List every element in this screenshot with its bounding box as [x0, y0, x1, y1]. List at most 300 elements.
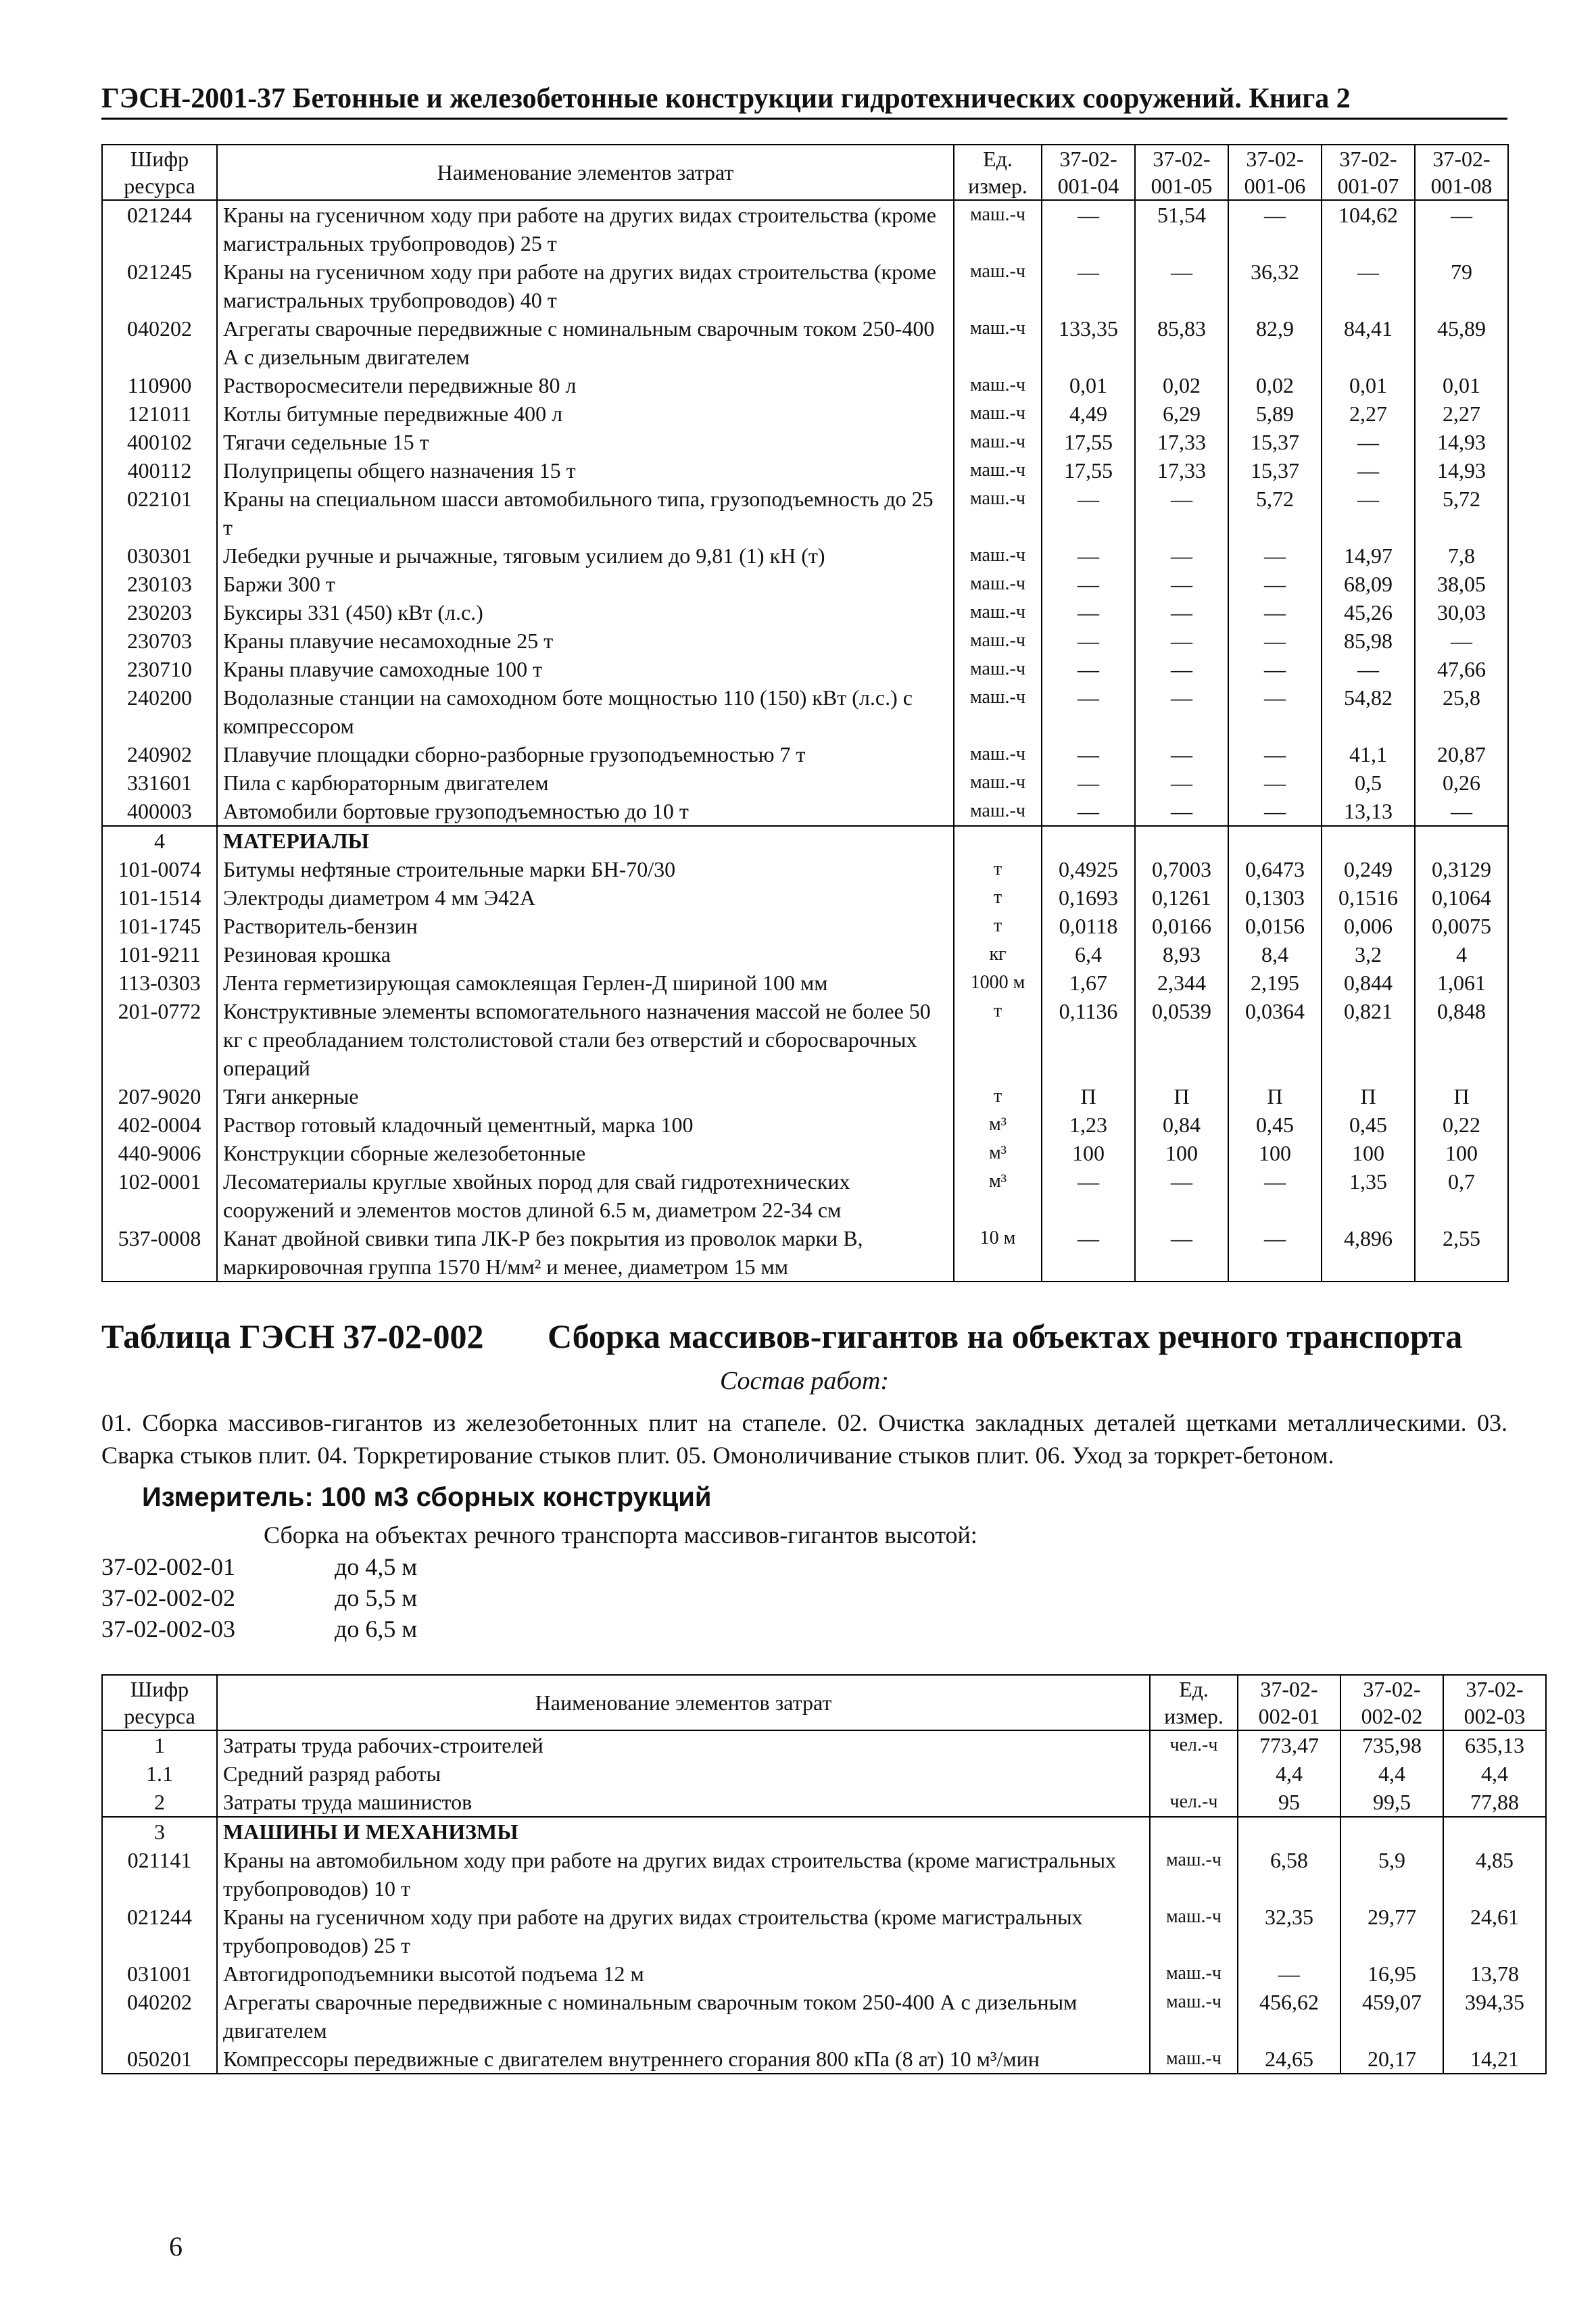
cost-item-name: Раствор готовый кладочный цементный, марка 100: [217, 1111, 954, 1139]
column-header: Ед. измер.: [1150, 1675, 1238, 1730]
norm-value: 0,45: [1322, 1111, 1415, 1139]
norm-value: —: [1042, 570, 1135, 598]
norm-value: 1,35: [1322, 1167, 1415, 1224]
variants-list: [101, 1551, 1507, 1644]
page-number: 6: [169, 2231, 183, 2262]
resource-code: 113-0303: [102, 969, 217, 997]
section-title: МАТЕРИАЛЫ: [217, 826, 954, 855]
norm-value: —: [1228, 683, 1322, 740]
table-title: Сборка массивов-гигантов на объектах речного транспорта: [548, 1317, 1463, 1355]
cost-item-name: Буксиры 331 (450) кВт (л.с.): [217, 598, 954, 627]
resource-code: 021141: [102, 1846, 217, 1903]
norm-value: —: [1042, 797, 1135, 826]
cost-item-name: Битумы нефтяные строительные марки БН-70/30: [217, 855, 954, 883]
norm-value: 14,97: [1322, 541, 1415, 570]
cost-item-name: Затраты труда машинистов: [217, 1788, 1150, 1817]
norm-value: 0,1261: [1135, 883, 1228, 912]
resource-code: 440-9006: [102, 1139, 217, 1167]
table-row: [102, 1759, 1546, 1788]
norm-value: 24,61: [1443, 1903, 1546, 1959]
variant-desc: до 5,5 м: [335, 1584, 418, 1611]
unit-of-measure: т: [954, 997, 1042, 1082]
unit-of-measure: маш.-ч: [954, 627, 1042, 655]
cost-item-name: Растворосмесители передвижные 80 л: [217, 371, 954, 399]
norm-value: 41,1: [1322, 740, 1415, 769]
unit-of-measure: маш.-ч: [954, 797, 1042, 826]
cost-item-name: Электроды диаметром 4 мм Э42А: [217, 883, 954, 912]
variant-item: [101, 1613, 1507, 1644]
resource-code: 240200: [102, 683, 217, 740]
norm-value: 85,98: [1322, 627, 1415, 655]
column-header: 37-02-001-08: [1415, 145, 1508, 200]
cost-item-name: Конструкции сборные железобетонные: [217, 1139, 954, 1167]
unit-of-measure: т: [954, 1082, 1042, 1111]
cost-item-name: Водолазные станции на самоходном боте мощностью 110 (150) кВт (л.с.) с компрессором: [217, 683, 954, 740]
norm-value: 20,87: [1415, 740, 1508, 769]
norm-value: 0,84: [1135, 1111, 1228, 1139]
variant-item: [101, 1582, 1507, 1613]
cost-item-name: Лесоматериалы круглые хвойных пород для свай гидротехнических сооружений и элементов мостов длиной 6.5 м, диаметром 22-34 см: [217, 1167, 954, 1224]
norm-value: 20,17: [1340, 2045, 1443, 2074]
norm-value: 4,896: [1322, 1224, 1415, 1282]
resource-code: 030301: [102, 541, 217, 570]
norm-value: —: [1042, 740, 1135, 769]
table-row: [102, 883, 1508, 912]
norm-value: 51,54: [1135, 200, 1228, 258]
table-row: [102, 570, 1508, 598]
resource-code: 4: [102, 826, 217, 855]
norm-value: 29,77: [1340, 1903, 1443, 1959]
norm-value: —: [1042, 485, 1135, 541]
norm-value: 0,1136: [1042, 997, 1135, 1082]
cost-item-name: Конструктивные элементы вспомогательного назначения массой не более 50 кг с преобладанием толстолистовой стали без отверстий и сборосварочных операций: [217, 997, 954, 1082]
norm-value: 17,55: [1042, 428, 1135, 456]
table-row: [102, 1167, 1508, 1224]
empty-cell: [954, 826, 1042, 855]
norm-value: —: [1322, 456, 1415, 485]
unit-of-measure: м³: [954, 1139, 1042, 1167]
norm-value: —: [1322, 485, 1415, 541]
table-row: [102, 997, 1508, 1082]
norm-value: —: [1135, 655, 1228, 683]
cost-item-name: Резиновая крошка: [217, 940, 954, 969]
column-header: Ед. измер.: [954, 145, 1042, 200]
norm-value: 0,26: [1415, 769, 1508, 797]
empty-cell: [1135, 826, 1228, 855]
table-row: [102, 541, 1508, 570]
norm-value: 0,01: [1042, 371, 1135, 399]
table-row: [102, 769, 1508, 797]
norm-value: 17,33: [1135, 428, 1228, 456]
norm-value: П: [1322, 1082, 1415, 1111]
column-header: Наименование элементов затрат: [217, 1675, 1150, 1730]
norm-value: —: [1228, 1167, 1322, 1224]
norm-value: —: [1415, 627, 1508, 655]
norm-value: 77,88: [1443, 1788, 1546, 1817]
norm-value: 0,0118: [1042, 912, 1135, 940]
norm-value: 1,67: [1042, 969, 1135, 997]
document-page: [101, 81, 1526, 2074]
unit-of-measure: маш.-ч: [954, 314, 1042, 371]
norm-value: —: [1135, 541, 1228, 570]
table-row: [102, 683, 1508, 740]
norm-value: —: [1228, 541, 1322, 570]
cost-item-name: Агрегаты сварочные передвижные с номинальным сварочным током 250-400 А с дизельным двигателем: [217, 1988, 1150, 2045]
unit-of-measure: 1000 м: [954, 969, 1042, 997]
norm-value: —: [1135, 1167, 1228, 1224]
resource-code: 101-1514: [102, 883, 217, 912]
resource-code: 040202: [102, 1988, 217, 2045]
norm-value: 47,66: [1415, 655, 1508, 683]
norm-value: —: [1228, 570, 1322, 598]
norm-value: 0,01: [1415, 371, 1508, 399]
norm-value: 4,4: [1443, 1759, 1546, 1788]
norm-value: 2,27: [1322, 399, 1415, 428]
norm-value: 95: [1238, 1788, 1340, 1817]
resource-code: 331601: [102, 769, 217, 797]
norm-value: 8,4: [1228, 940, 1322, 969]
norm-value: 13,13: [1322, 797, 1415, 826]
norm-value: —: [1228, 797, 1322, 826]
norm-value: —: [1228, 1224, 1322, 1282]
norm-value: 0,0539: [1135, 997, 1228, 1082]
cost-item-name: Тяги анкерные: [217, 1082, 954, 1111]
norm-value: 2,27: [1415, 399, 1508, 428]
table-row: [102, 1224, 1508, 1282]
norm-value: 6,29: [1135, 399, 1228, 428]
resource-code: 101-0074: [102, 855, 217, 883]
norm-value: 0,7003: [1135, 855, 1228, 883]
table-row: [102, 797, 1508, 826]
resource-code: 040202: [102, 314, 217, 371]
table-row: [102, 1788, 1546, 1817]
table-row: [102, 1903, 1546, 1959]
norm-value: —: [1135, 570, 1228, 598]
unit-of-measure: маш.-ч: [954, 740, 1042, 769]
norm-value: 1,061: [1415, 969, 1508, 997]
cost-item-name: Затраты труда рабочих-строителей: [217, 1730, 1150, 1759]
empty-cell: [1042, 826, 1135, 855]
norm-value: 84,41: [1322, 314, 1415, 371]
unit-of-measure: маш.-ч: [954, 769, 1042, 797]
norm-value: П: [1135, 1082, 1228, 1111]
cost-item-name: Баржи 300 т: [217, 570, 954, 598]
resource-code: 2: [102, 1788, 217, 1817]
variant-code: 37-02-002-03: [101, 1615, 235, 1642]
norm-value: 0,5: [1322, 769, 1415, 797]
table-row: [102, 2045, 1546, 2074]
unit-of-measure: маш.-ч: [954, 541, 1042, 570]
resource-code: 230703: [102, 627, 217, 655]
norm-value: —: [1228, 740, 1322, 769]
norm-value: 459,07: [1340, 1988, 1443, 2045]
norm-value: 0,1064: [1415, 883, 1508, 912]
norm-value: 0,006: [1322, 912, 1415, 940]
empty-cell: [1443, 1817, 1546, 1846]
norm-value: 4,49: [1042, 399, 1135, 428]
norm-value: 0,02: [1228, 371, 1322, 399]
norm-value: 30,03: [1415, 598, 1508, 627]
norm-value: 0,1516: [1322, 883, 1415, 912]
column-header: 37-02-001-07: [1322, 145, 1415, 200]
unit-of-measure: маш.-ч: [954, 598, 1042, 627]
table-row: [102, 1988, 1546, 2045]
section-row: [102, 1817, 1546, 1846]
resource-code: 201-0772: [102, 997, 217, 1082]
unit-of-measure: маш.-ч: [954, 258, 1042, 314]
variants-subtitle: Сборка на объектах речного транспорта массивов-гигантов высотой:: [264, 1521, 977, 1549]
norm-value: 4,85: [1443, 1846, 1546, 1903]
norm-value: 0,02: [1135, 371, 1228, 399]
norm-value: 16,95: [1340, 1959, 1443, 1988]
norm-value: 0,6473: [1228, 855, 1322, 883]
norm-value: —: [1042, 200, 1135, 258]
table-row: [102, 1082, 1508, 1111]
norm-value: 4: [1415, 940, 1508, 969]
unit-of-measure: маш.-ч: [954, 683, 1042, 740]
cost-item-name: Лента герметизирующая самоклеящая Герлен-Д шириной 100 мм: [217, 969, 954, 997]
cost-item-name: Краны на автомобильном ходу при работе на других видах строительства (кроме магистральных трубопроводов) 10 т: [217, 1846, 1150, 1903]
resource-code: 121011: [102, 399, 217, 428]
norm-value: 7,8: [1415, 541, 1508, 570]
norm-value: 1,23: [1042, 1111, 1135, 1139]
norm-value: 79: [1415, 258, 1508, 314]
cost-item-name: Растворитель-бензин: [217, 912, 954, 940]
norm-value: —: [1415, 797, 1508, 826]
norm-value: 68,09: [1322, 570, 1415, 598]
table-row: [102, 371, 1508, 399]
table-row: [102, 940, 1508, 969]
unit-of-measure: маш.-ч: [1150, 1988, 1238, 2045]
norm-value: —: [1415, 200, 1508, 258]
norm-value: 104,62: [1322, 200, 1415, 258]
resource-code: 207-9020: [102, 1082, 217, 1111]
norm-value: 15,37: [1228, 456, 1322, 485]
norm-value: 2,344: [1135, 969, 1228, 997]
resource-code: 3: [102, 1817, 217, 1846]
norm-value: 0,22: [1415, 1111, 1508, 1139]
resource-code: 021245: [102, 258, 217, 314]
norm-value: 14,93: [1415, 456, 1508, 485]
resource-code: 230103: [102, 570, 217, 598]
norm-value: 0,1693: [1042, 883, 1135, 912]
unit-of-measure: кг: [954, 940, 1042, 969]
table-caption: [101, 1316, 1507, 1357]
unit-of-measure: маш.-ч: [954, 371, 1042, 399]
table-row: [102, 655, 1508, 683]
norm-value: 6,58: [1238, 1846, 1340, 1903]
norm-value: П: [1415, 1082, 1508, 1111]
empty-cell: [1415, 826, 1508, 855]
cost-item-name: Краны на гусеничном ходу при работе на других видах строительства (кроме магистральных трубопроводов) 25 т: [217, 200, 954, 258]
norm-value: 2,195: [1228, 969, 1322, 997]
cost-item-name: Краны на специальном шасси автомобильного типа, грузоподъемность до 25 т: [217, 485, 954, 541]
table-row: [102, 485, 1508, 541]
norm-value: —: [1322, 428, 1415, 456]
unit-of-measure: м³: [954, 1111, 1042, 1139]
norm-value: 4,4: [1238, 1759, 1340, 1788]
norm-value: 0,821: [1322, 997, 1415, 1082]
norm-value: 0,45: [1228, 1111, 1322, 1139]
norm-value: 8,93: [1135, 940, 1228, 969]
column-header: 37-02-001-05: [1135, 145, 1228, 200]
column-header: Шифр ресурса: [102, 1675, 217, 1730]
resource-code: 101-9211: [102, 940, 217, 969]
norm-value: 99,5: [1340, 1788, 1443, 1817]
norm-value: 0,848: [1415, 997, 1508, 1082]
unit-of-measure: маш.-ч: [1150, 2045, 1238, 2074]
norm-value: —: [1042, 598, 1135, 627]
resource-code: 110900: [102, 371, 217, 399]
unit-of-measure: т: [954, 883, 1042, 912]
norm-value: 15,37: [1228, 428, 1322, 456]
table-row: [102, 200, 1508, 258]
unit-of-measure: маш.-ч: [954, 570, 1042, 598]
resource-code: 021244: [102, 200, 217, 258]
norm-value: 5,72: [1415, 485, 1508, 541]
unit-of-measure: маш.-ч: [954, 399, 1042, 428]
norm-value: 45,26: [1322, 598, 1415, 627]
norm-value: 0,0075: [1415, 912, 1508, 940]
cost-item-name: Полуприцепы общего назначения 15 т: [217, 456, 954, 485]
unit-of-measure: маш.-ч: [954, 428, 1042, 456]
cost-item-name: Плавучие площадки сборно-разборные грузоподъемностью 7 т: [217, 740, 954, 769]
norm-value: 17,33: [1135, 456, 1228, 485]
variant-desc: до 4,5 м: [335, 1553, 418, 1580]
cost-item-name: Лебедки ручные и рычажные, тяговым усилием до 9,81 (1) кН (т): [217, 541, 954, 570]
column-header: 37-02-001-06: [1228, 145, 1322, 200]
cost-item-name: Тягачи седельные 15 т: [217, 428, 954, 456]
norm-value: 4,4: [1340, 1759, 1443, 1788]
table-row: [102, 1139, 1508, 1167]
unit-of-measure: [1150, 1759, 1238, 1788]
norm-value: —: [1135, 1224, 1228, 1282]
unit-of-measure: м³: [954, 1167, 1042, 1224]
variant-code: 37-02-002-01: [101, 1553, 235, 1580]
norm-value: —: [1135, 627, 1228, 655]
table-row: [102, 428, 1508, 456]
norm-value: —: [1322, 258, 1415, 314]
norm-value: 0,0156: [1228, 912, 1322, 940]
norm-value: —: [1135, 683, 1228, 740]
norm-value: 36,32: [1228, 258, 1322, 314]
empty-cell: [1322, 826, 1415, 855]
norm-value: 17,55: [1042, 456, 1135, 485]
norm-value: П: [1228, 1082, 1322, 1111]
empty-cell: [1238, 1817, 1340, 1846]
norm-value: —: [1042, 627, 1135, 655]
cost-item-name: Пила с карбюраторным двигателем: [217, 769, 954, 797]
running-header: ГЭСН-2001-37 Бетонные и железобетонные конструкции гидротехнических сооружений. Книга 2: [101, 81, 1507, 120]
norm-value: 0,3129: [1415, 855, 1508, 883]
norm-value: 0,4925: [1042, 855, 1135, 883]
cost-item-name: Средний разряд работы: [217, 1759, 1150, 1788]
resource-table-37-02-001: [101, 144, 1509, 1282]
norm-value: —: [1042, 258, 1135, 314]
column-header: 37-02-002-01: [1238, 1675, 1340, 1730]
norm-value: —: [1238, 1959, 1340, 1988]
column-header: Шифр ресурса: [102, 145, 217, 200]
resource-table-37-02-002: [101, 1674, 1547, 2074]
norm-value: —: [1042, 655, 1135, 683]
resource-code: 400112: [102, 456, 217, 485]
resource-code: 021244: [102, 1903, 217, 1959]
resource-code: 240902: [102, 740, 217, 769]
section-title: МАШИНЫ И МЕХАНИЗМЫ: [217, 1817, 1150, 1846]
table-row: [102, 314, 1508, 371]
cost-item-name: Краны плавучие самоходные 100 т: [217, 655, 954, 683]
empty-cell: [1340, 1817, 1443, 1846]
norm-value: 0,7: [1415, 1167, 1508, 1224]
resource-code: 230710: [102, 655, 217, 683]
norm-value: 32,35: [1238, 1903, 1340, 1959]
table-number: Таблица ГЭСН 37-02-002: [101, 1317, 484, 1355]
unit-of-measure: маш.-ч: [1150, 1959, 1238, 1988]
unit-of-measure: т: [954, 912, 1042, 940]
column-header: Наименование элементов затрат: [217, 145, 954, 200]
norm-value: 14,21: [1443, 2045, 1546, 2074]
resource-code: 537-0008: [102, 1224, 217, 1282]
norm-value: 100: [1228, 1139, 1322, 1167]
norm-value: П: [1042, 1082, 1135, 1111]
table-row: [102, 627, 1508, 655]
unit-of-measure: маш.-ч: [1150, 1846, 1238, 1903]
norm-value: 0,0364: [1228, 997, 1322, 1082]
column-header: 37-02-001-04: [1042, 145, 1135, 200]
section-row: [102, 826, 1508, 855]
table-row: [102, 1730, 1546, 1759]
norm-value: —: [1042, 1167, 1135, 1224]
norm-value: —: [1135, 740, 1228, 769]
cost-item-name: Канат двойной свивки типа ЛК-Р без покрытия из проволок марки В, маркировочная группа 1570 Н/мм² и менее, диаметром 15 мм: [217, 1224, 954, 1282]
norm-value: 14,93: [1415, 428, 1508, 456]
norm-value: 24,65: [1238, 2045, 1340, 2074]
norm-value: —: [1042, 769, 1135, 797]
column-header: 37-02-002-02: [1340, 1675, 1443, 1730]
norm-value: 100: [1322, 1139, 1415, 1167]
norm-value: —: [1042, 1224, 1135, 1282]
norm-value: 82,9: [1228, 314, 1322, 371]
unit-of-measure: маш.-ч: [1150, 1903, 1238, 1959]
resource-code: 022101: [102, 485, 217, 541]
norm-value: —: [1228, 200, 1322, 258]
cost-item-name: Котлы битумные передвижные 400 л: [217, 399, 954, 428]
measure-unit: Измеритель: 100 м3 сборных конструкций: [142, 1482, 712, 1512]
norm-value: —: [1042, 683, 1135, 740]
norm-value: 773,47: [1238, 1730, 1340, 1759]
table-row: [102, 855, 1508, 883]
unit-of-measure: 10 м: [954, 1224, 1042, 1282]
norm-value: 394,35: [1443, 1988, 1546, 2045]
norm-value: 5,9: [1340, 1846, 1443, 1903]
resource-code: 1: [102, 1730, 217, 1759]
unit-of-measure: чел.-ч: [1150, 1730, 1238, 1759]
table-row: [102, 969, 1508, 997]
table-row: [102, 912, 1508, 940]
resource-code: 102-0001: [102, 1167, 217, 1224]
norm-value: 0,249: [1322, 855, 1415, 883]
norm-value: —: [1135, 485, 1228, 541]
norm-value: 0,0166: [1135, 912, 1228, 940]
work-composition-text: 01. Сборка массивов-гигантов из железобетонных плит на стапеле. 02. Очистка закладных деталей щетками металлическими. 03. Сварка стыков плит. 04. Торкретирование стыков плит. 05. Омоноличивание стыков плит. 06. Уход за торкрет-бетоном.: [101, 1409, 1507, 1469]
norm-value: —: [1228, 598, 1322, 627]
resource-code: 031001: [102, 1959, 217, 1988]
empty-cell: [1150, 1817, 1238, 1846]
norm-value: 54,82: [1322, 683, 1415, 740]
norm-value: 100: [1415, 1139, 1508, 1167]
unit-of-measure: чел.-ч: [1150, 1788, 1238, 1817]
table-row: [102, 456, 1508, 485]
